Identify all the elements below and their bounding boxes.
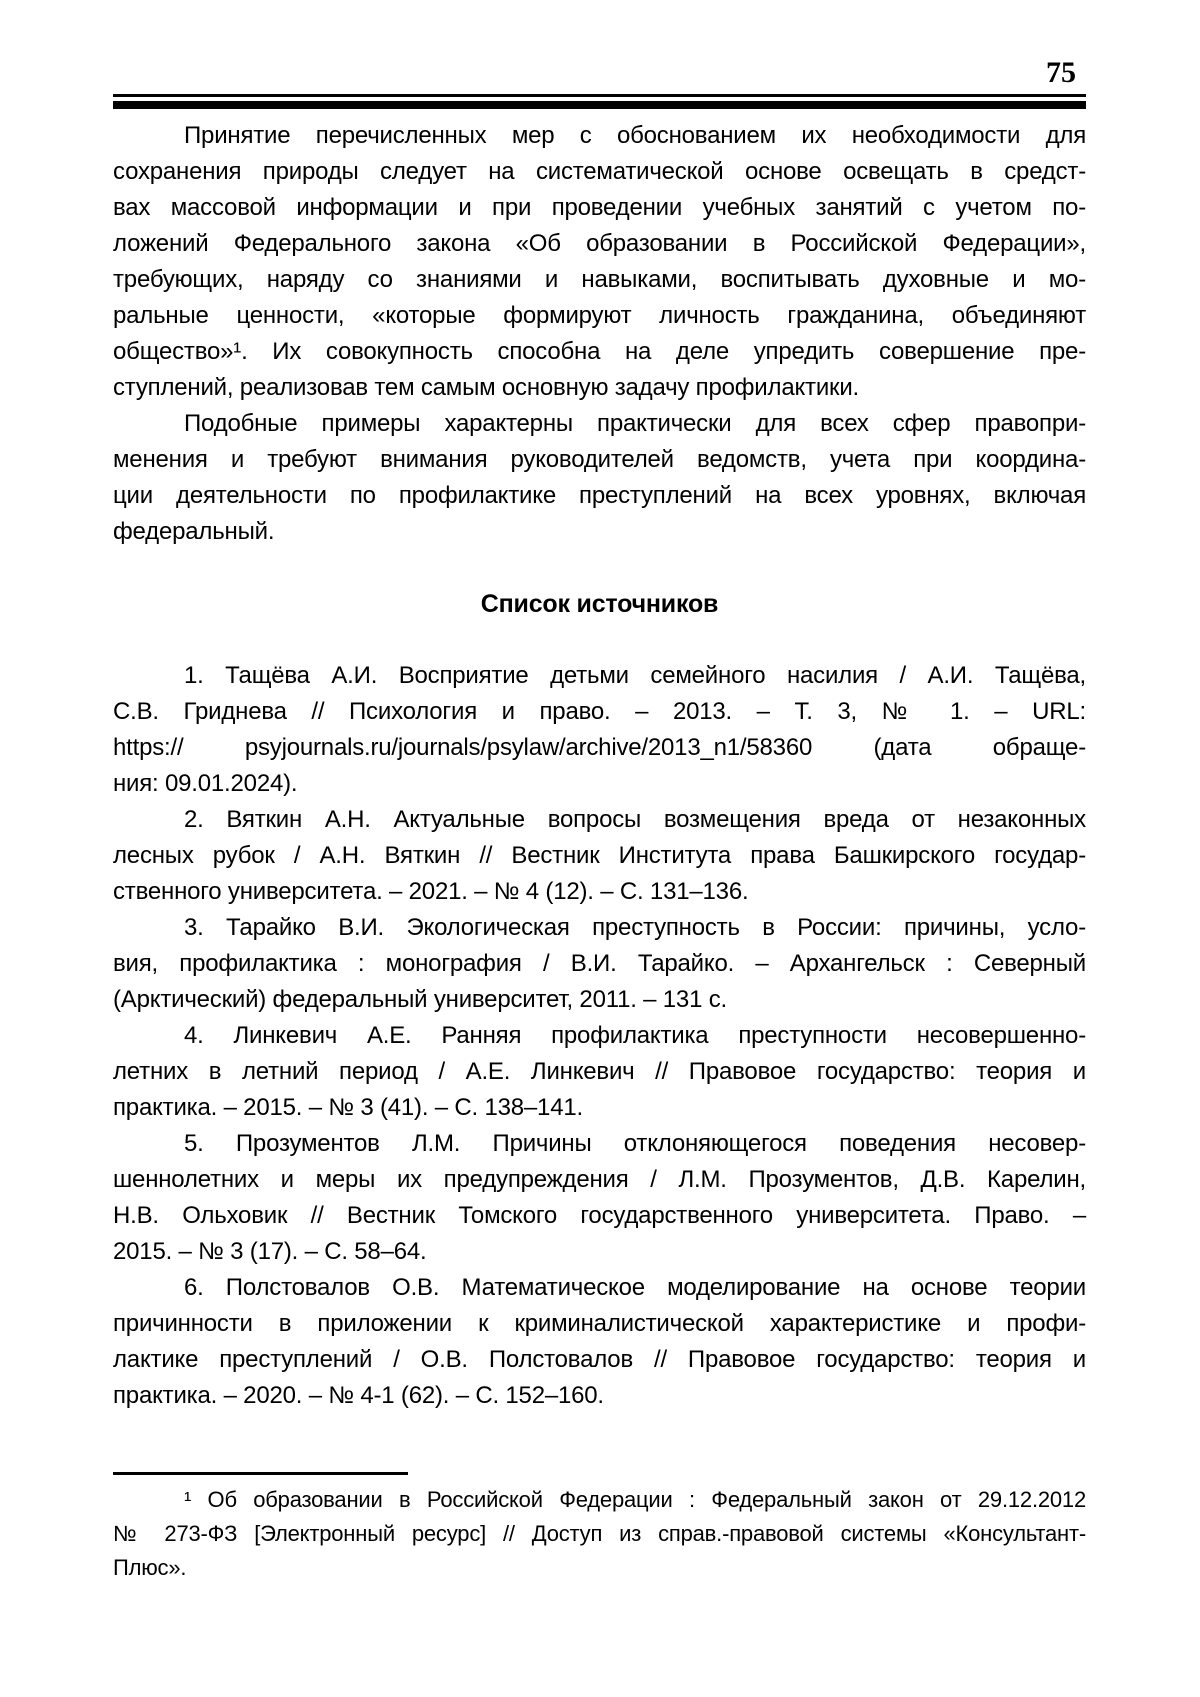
text-line: сохранения природы следует на систематической основе освещать в средст- [113,158,1086,185]
text-line: общество»¹. Их совокупность способна на деле упредить совершение пре- [113,338,1086,365]
text-line: https:// psyjournals.ru/journals/psylaw/archive/2013_n1/58360 (дата обраще- [113,734,1086,761]
text-line: № 273-ФЗ [Электронный ресурс] // Доступ из справ.-правовой системы «Консультант- [113,1521,1086,1546]
reference-item-4 [113,1018,1086,1126]
text-line: 3. Тарайко В.И. Экологическая преступность в России: причины, усло- [184,914,1086,941]
text-line: вия, профилактика : монография / В.И. Тарайко. – Архангельск : Северный [113,950,1086,977]
reference-item-1 [113,658,1086,802]
text-line: лесных рубок / А.Н. Вяткин // Вестник Института права Башкирского государ- [113,842,1086,869]
text-line: 1. Тащёва А.И. Восприятие детьми семейного насилия / А.И. Тащёва, [184,662,1086,689]
text-line: менения и требуют внимания руководителей ведомств, учета при координа- [113,446,1086,473]
text-line: 2015. – № 3 (17). – С. 58–64. [113,1238,427,1265]
footnote-separator-rule [113,1472,408,1475]
footnote-text [113,1483,1086,1585]
text-line: ступлений, реализовав тем самым основную задачу профилактики. [113,374,860,401]
text-line: 4. Линкевич А.Е. Ранняя профилактика преступности несовершенно- [184,1022,1086,1049]
text-line: 2. Вяткин А.Н. Актуальные вопросы возмещения вреда от незаконных [184,806,1086,833]
text-line: летних в летний период / А.Е. Линкевич // Правовое государство: теория и [113,1058,1086,1085]
text-line: причинности в приложении к криминалистической характеристике и профи- [113,1310,1086,1337]
reference-item-2 [113,802,1086,910]
reference-item-5 [113,1126,1086,1270]
text-line: практика. – 2015. – № 3 (41). – С. 138–141. [113,1094,583,1121]
text-line: С.В. Гриднева // Психология и право. – 2013. – Т. 3, № 1. – URL: [113,698,1086,725]
paragraph-2 [113,406,1086,550]
reference-item-3 [113,910,1086,1018]
references-list [113,658,1086,1414]
text-line: ральные ценности, «которые формируют личность гражданина, объединяют [113,302,1086,329]
text-line: Подобные примеры характерны практически для всех сфер правопри- [184,410,1086,437]
text-line: требующих, наряду со знаниями и навыками, воспитывать духовные и мо- [113,266,1086,293]
text-line: ложений Федерального закона «Об образовании в Российской Федерации», [113,230,1086,257]
text-line: вах массовой информации и при проведении учебных занятий с учетом по- [113,194,1086,221]
text-line: ¹ Об образовании в Российской Федерации : Федеральный закон от 29.12.2012 [184,1487,1086,1512]
header-rule [113,94,1086,109]
text-line: шеннолетних и меры их предупреждения / Л.М. Прозументов, Д.В. Карелин, [113,1166,1086,1193]
text-line: федеральный. [113,518,275,545]
text-line: ственного университета. – 2021. – № 4 (12). – С. 131–136. [113,878,749,905]
text-line: лактике преступлений / О.В. Полстовалов // Правовое государство: теория и [113,1346,1086,1373]
text-line: (Арктический) федеральный университет, 2011. – 131 с. [113,986,727,1013]
text-line: ния: 09.01.2024). [113,770,298,797]
page-body [113,118,1086,1414]
page-header [113,0,1086,109]
paragraph-1 [113,118,1086,406]
page-number: 75 [1046,56,1076,89]
footnote-area [113,1472,1086,1585]
text-line: Н.В. Ольховик // Вестник Томского государственного университета. Право. – [113,1202,1086,1229]
text-line: практика. – 2020. – № 4-1 (62). – С. 152–160. [113,1382,604,1409]
text-line: 5. Прозументов Л.М. Причины отклоняющегося поведения несовер- [184,1130,1086,1157]
text-line: Плюс». [113,1555,187,1580]
reference-item-6 [113,1270,1086,1414]
text-line: 6. Полстовалов О.В. Математическое моделирование на основе теории [184,1274,1086,1301]
text-line: ции деятельности по профилактике преступлений на всех уровнях, включая [113,482,1086,509]
text-line: Принятие перечисленных мер с обоснованием их необходимости для [184,122,1086,149]
sources-heading: Список источников [480,590,719,618]
